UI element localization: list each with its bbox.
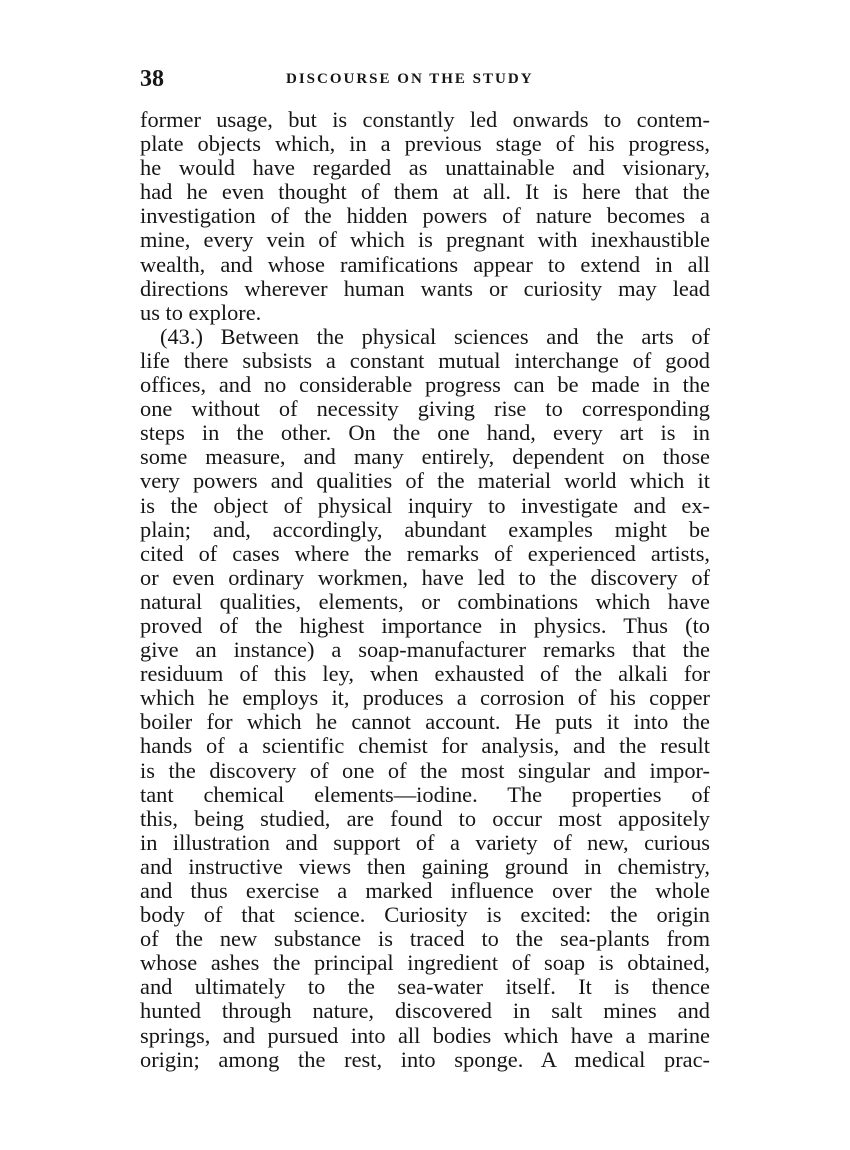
text-line: directions wherever human wants or curiosity may lead [140, 275, 710, 301]
text-line: one without of necessity giving rise to corresponding [140, 396, 710, 422]
text-line: is the discovery of one of the most singular and impor- [140, 757, 710, 783]
text-line: of the new substance is traced to the sea-plants from [140, 926, 710, 952]
text-line: boiler for which he cannot account. He puts it into the [140, 709, 710, 735]
text-line: some measure, and many entirely, dependent on those [140, 444, 710, 470]
text-line: very powers and qualities of the material world which it [140, 468, 710, 494]
text-line: and thus exercise a marked influence over the whole [140, 878, 710, 903]
text-line: springs, and pursued into all bodies which have a marine [140, 1022, 710, 1048]
text-line: and ultimately to the sea-water itself. It is thence [140, 974, 710, 1000]
paragraph-end-line: us to explore. [140, 299, 262, 325]
text-line: which he employs it, produces a corrosion of his copper [140, 685, 710, 711]
text-line: hands of a scientific chemist for analysis, and the result [140, 733, 710, 759]
text-line: former usage, but is constantly led onwards to contem- [140, 107, 710, 132]
text-line: is the object of physical inquiry to investigate and ex- [140, 492, 710, 518]
text-line: natural qualities, elements, or combinations which have [140, 588, 710, 614]
text-line: offices, and no considerable progress can be made in the [140, 372, 710, 398]
text-line: in illustration and support of a variety of new, curious [140, 829, 710, 855]
text-line: he would have regarded as unattainable and visionary, [140, 155, 710, 181]
text-line: plate objects which, in a previous stage of his progress, [140, 131, 710, 157]
text-line: hunted through nature, discovered in salt mines and [140, 998, 710, 1024]
text-line: or even ordinary workmen, have led to the discovery of [140, 564, 710, 590]
text-line: body of that science. Curiosity is excited: the origin [140, 902, 710, 928]
text-line: proved of the highest importance in physics. Thus (to [140, 612, 710, 638]
text-line: wealth, and whose ramifications appear to extend in all [140, 251, 710, 277]
text-line: give an instance) a soap-manufacturer remarks that the [140, 637, 710, 663]
text-line: life there subsists a constant mutual interchange of good [140, 347, 710, 373]
text-line: origin; among the rest, into sponge. A medical prac- [140, 1046, 710, 1072]
text-line: cited of cases where the remarks of experienced artists, [140, 540, 710, 566]
text-line: mine, every vein of which is pregnant with inexhaustible [140, 227, 710, 253]
text-line: investigation of the hidden powers of nature becomes a [140, 203, 710, 229]
text-line: whose ashes the principal ingredient of soap is obtained, [140, 950, 710, 976]
body-text [140, 108, 710, 1072]
text-line: steps in the other. On the one hand, every art is in [140, 420, 710, 446]
text-line: tant chemical elements—iodine. The properties of [140, 781, 710, 807]
running-head: DISCOURSE ON THE STUDY [286, 71, 534, 87]
page-header [140, 64, 710, 94]
text-line: residuum of this ley, when exhausted of the alkali for [140, 661, 710, 687]
text-line: and instructive views then gaining ground in chemistry, [140, 853, 710, 879]
page-number: 38 [140, 66, 164, 92]
text-line: plain; and, accordingly, abundant examples might be [140, 516, 710, 542]
text-line: this, being studied, are found to occur most appositely [140, 805, 710, 831]
paragraph-start-line: (43.) Between the physical sciences and the arts of [160, 323, 710, 349]
text-line: had he even thought of them at all. It is here that the [140, 179, 710, 205]
